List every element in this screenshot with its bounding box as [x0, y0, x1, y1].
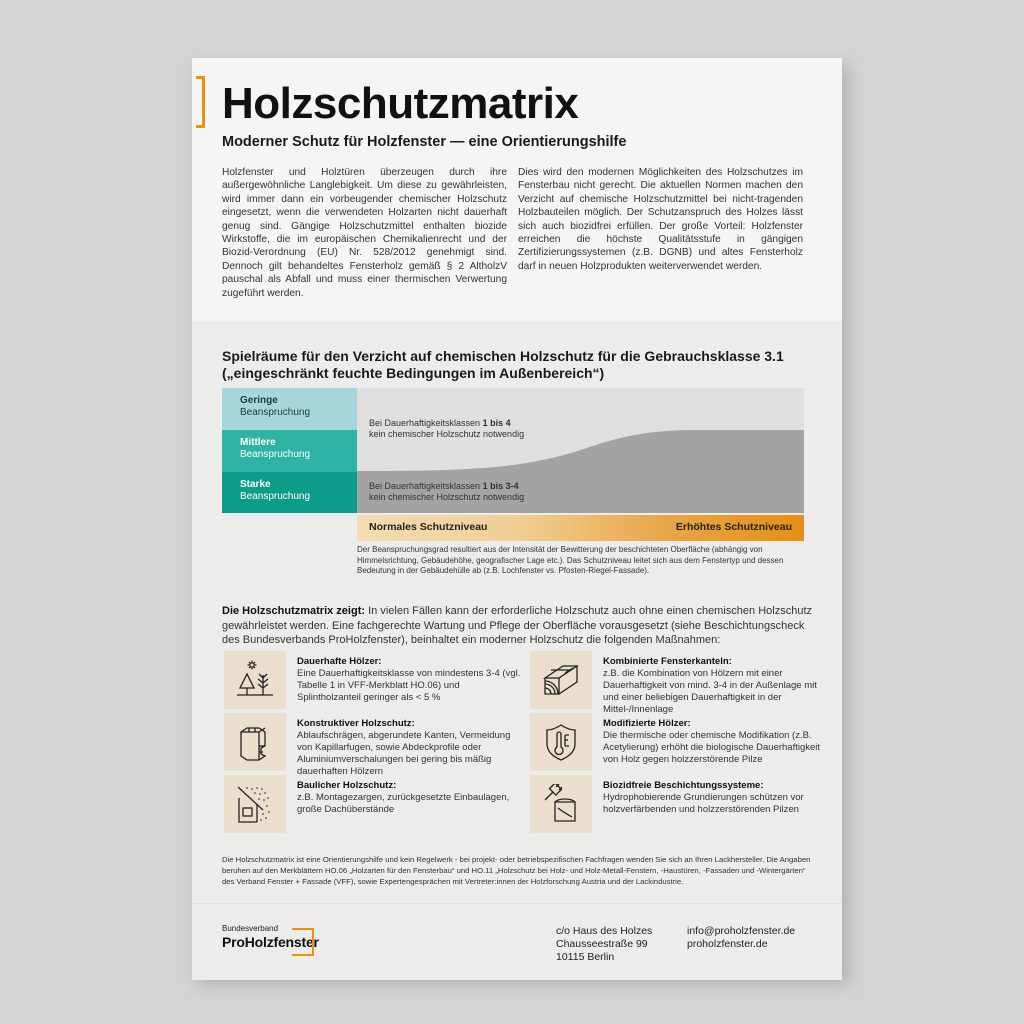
measure-title: Modifizierte Hölzer: — [603, 718, 691, 729]
paint-bucket-brush-icon — [541, 784, 581, 824]
address-line: 10115 Berlin — [556, 951, 615, 963]
level-medium-name: Mittlere — [240, 437, 276, 448]
measure-text: Hydrophobierende Grundierungen schützen vor holzverfärbenden und holzzerstörenden Pilzen — [603, 792, 804, 815]
accent-bracket — [196, 76, 205, 128]
level-low — [222, 388, 357, 430]
logo-association-label: Bundesverband — [222, 924, 279, 933]
level-high-suffix: Beanspruchung — [240, 491, 311, 502]
matrix-note: Der Beanspruchungsgrad resultiert aus der Intensität der Bewitterung der beschichteten Oberfläche (abhängig von Himmelsrichtung, Gebäudehöhe, geografischer Lage etc.). Das Schutzniveau leitet sich aus dem Fenstertyp und dessen Bedeutung in der Gebäudehülle ab (z.B. Lochfenster vs. Pfosten-Riegel-Fassade). — [357, 545, 784, 575]
protection-matrix — [222, 388, 804, 513]
wood-beam-icon — [541, 660, 581, 700]
summary-lead: Die Holzschutzmatrix zeigt: — [222, 605, 366, 617]
scale-normal-label: Normales Schutzniveau — [369, 521, 488, 533]
level-high — [222, 472, 357, 513]
measure-icon-tile — [530, 713, 592, 771]
matrix-title — [222, 348, 822, 382]
measure-title: Kombinierte Fensterkanteln: — [603, 656, 732, 667]
footer-contact — [687, 925, 795, 951]
trees-sun-icon — [235, 660, 275, 700]
intro-right-column: Dies wird den modernen Möglichkeiten des Holzschutzes im Fensterbau nicht gerecht. Die aktuellen Normen machen den Verzicht auf chemische Holzschutzmittel bei nicht-tragenden Holzbauteilen möglich. Der Schutzanspruch des Holzes lässt sich auch biozidfrei erfüllen. Der große Vorteil: Holzfenster erreichen die höchste Qualitätsstufe in gängigen Zertifizierungssystemen (z.B. DGNB) und altes Fensterholz darf in neuen Holzprodukten weiterverwendet werden. — [518, 167, 803, 272]
page-subtitle: Moderner Schutz für Holzfenster — eine Orientierungshilfe — [222, 134, 627, 150]
level-high-name: Starke — [240, 479, 271, 490]
matrix-title-line2: („eingeschränkt feuchte Bedingungen im Außenbereich“) — [222, 365, 605, 381]
zone-lower-text: Bei Dauerhaftigkeitsklassen 1 bis 3-4 kein chemischer Holzschutz notwendig — [369, 481, 525, 502]
roof-overhang-icon — [235, 784, 275, 824]
address-line: c/o Haus des Holzes — [556, 925, 653, 937]
measure-icon-tile — [224, 775, 286, 833]
logo-wordmark: ProHolzfenster — [222, 934, 319, 950]
logo-frame-mark — [292, 928, 314, 956]
intro-left-column: Holzfenster und Holztüren überzeugen durch ihre außergewöhnliche Langlebigkeit. Um diese zu gewährleisten, wird immer dann ein vorbeugender chemischer Holzschutz eingesetzt, wenn die verwendeten Holzarten nicht dauerhaft genug sind. Gängige Holzschutzmittel enthalten biozide Wirkstoffe, die im europäischen Chemikalienrecht und der Biozid-Verordnung (EU) Nr. 528/2012 genehmigt sind. Dennoch gilt behandeltes Fensterholz gemäß § 2 AltholzV pauschal als Abfall und muss einer thermischen Verwertung zugeführt werden. — [222, 167, 507, 299]
measure-text: Ablaufschrägen, abgerundete Kanten, Vermeidung von Kapillarfugen, sowie Abdeckprofile oder Aluminiumverschalungen bei gering bis mäßig dauerhaften Hölzern — [297, 730, 511, 777]
level-medium-suffix: Beanspruchung — [240, 449, 311, 460]
measure-text: Die thermische oder chemische Modifikation (z.B. Acetylierung) erhöht die biologische Dauerhaftigkeit von Holz gegen holzzerstörende Pilze — [603, 730, 821, 765]
measure-icon-tile — [530, 775, 592, 833]
window-profile-icon — [235, 722, 275, 762]
measure-title: Biozidfreie Beschichtungssysteme: — [603, 780, 764, 791]
document-page — [192, 58, 842, 980]
email-link[interactable]: info@proholzfenster.de — [687, 925, 796, 937]
measure-icon-tile — [224, 713, 286, 771]
shield-thermometer-icon — [541, 722, 581, 762]
measure-title: Baulicher Holzschutz: — [297, 780, 397, 791]
scale-high-label: Erhöhtes Schutzniveau — [675, 521, 792, 533]
page-title: Holzschutzmatrix — [222, 79, 579, 128]
address-line: Chausseestraße 99 — [556, 938, 648, 950]
footer-address — [556, 925, 652, 964]
measure-title: Dauerhafte Hölzer: — [297, 656, 382, 667]
level-medium — [222, 430, 357, 472]
measure-icon-tile — [224, 651, 286, 709]
level-low-suffix: Beanspruchung — [240, 407, 311, 418]
protection-level-scale — [357, 515, 804, 541]
summary-text: In vielen Fällen kann der erforderliche Holzschutz auch ohne einen chemischen Holzschutz gewährleistet werden. Eine fachgerechte Wartung und Pflege der Oberfläche vorausgesetzt (siehe Beschichtungscheck des Bundesverbands ProHolzfenster), beinhaltet ein moderner Holzschutz die folgenden Maßnahmen: — [222, 605, 812, 646]
measure-icon-tile — [530, 651, 592, 709]
disclaimer: Die Holzschutzmatrix ist eine Orientierungshilfe und kein Regelwerk - bei projekt- oder betriebspezifischen Fachfragen wenden Sie sich an Ihren Lackhersteller. Die Angaben beruhen auf den Merkblättern HO.06 „Holzarten für den Fensterbau“ und HO.11 „Holzschutz bei Holz- und Holz-Metall-Fenstern, -Haustüren, -Fassaden und -Wintergärten“ des Verband Fenster + Fassade (VFF), sowie Expertengesprächen mit Vertreter:innen der Holzforschung Austria und der Lackindustrie. — [222, 855, 811, 886]
website-link[interactable]: proholzfenster.de — [687, 938, 768, 950]
measure-text: z.B. Montagezargen, zurückgesetzte Einbaulagen, große Dachüberstände — [297, 792, 510, 815]
measure-title: Konstruktiver Holzschutz: — [297, 718, 415, 729]
measure-text: Eine Dauerhaftigkeitsklasse von mindestens 3-4 (vgl. Tabelle 1 in VFF-Merkblatt HO.06) und Splintholzanteil geringer als < 5 % — [297, 668, 521, 703]
footer-divider — [192, 903, 842, 904]
zone-upper-text: Bei Dauerhaftigkeitsklassen 1 bis 4 kein chemischer Holzschutz notwendig — [369, 418, 525, 439]
level-low-name: Geringe — [240, 395, 278, 406]
summary-paragraph — [222, 604, 812, 648]
measure-text: z.B. die Kombination von Hölzern mit einer Dauerhaftigkeit von mind. 3-4 in der Außenlage mit und einer beliebigen Dauerhaftigkeit in der Mittel-/Innenlage — [603, 668, 817, 715]
matrix-title-line1: Spielräume für den Verzicht auf chemischen Holzschutz für die Gebrauchsklasse 3.1 — [222, 348, 784, 364]
